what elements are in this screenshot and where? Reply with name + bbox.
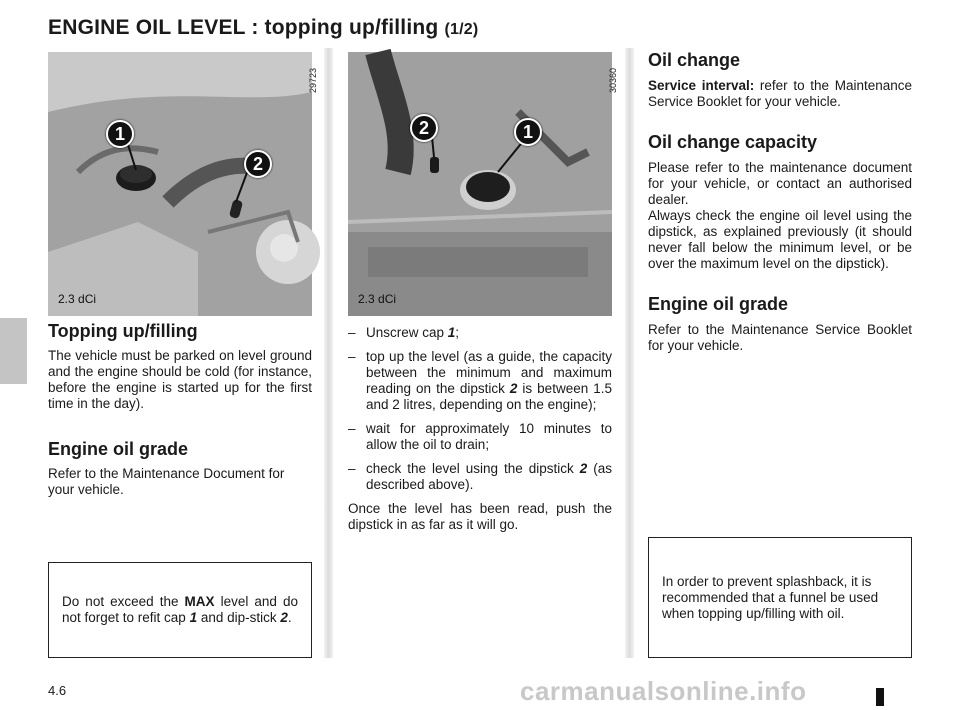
column-divider-2: [625, 48, 634, 658]
section-heading-grade-2: Engine oil grade: [648, 294, 789, 314]
engine-bay-illustration: [348, 52, 612, 316]
list-item: – top up the level (as a guide, the capacity between the minimum and maximum reading on the dipstick 2 is between 1.5 and 2 litres, depending on the engine);: [348, 349, 612, 412]
warning-box: [48, 562, 312, 658]
service-interval-paragraph: Service interval: refer to the Maintenance Service Booklet for your vehicle.: [648, 78, 912, 109]
list-item: – check the level using the dipstick 2 (as described above).: [348, 461, 612, 492]
title-part: (1/2): [444, 21, 479, 38]
callout-1: 1: [106, 120, 134, 148]
column-2: [348, 325, 612, 533]
level-check-paragraph: Always check the engine oil level using the dipstick, as explained previously (it should never fall below the minimum level, or be over the maximum level on the dipstick).: [648, 208, 912, 271]
callout-2: 2: [410, 114, 438, 142]
title-text: ENGINE OIL LEVEL : topping up/filling: [48, 16, 439, 39]
section-heading-oil-change: Oil change: [648, 50, 741, 70]
engine-label: 2.3 dCi: [58, 292, 97, 306]
page-title: [48, 16, 478, 40]
section-heading-topping: Topping up/filling: [48, 321, 198, 341]
list-item: – Unscrew cap 1;: [348, 325, 460, 340]
watermark: carmanualsonline.info: [520, 676, 807, 706]
figure-code: 30360: [608, 68, 618, 94]
engine-photo-left: [48, 52, 318, 316]
engine-photo-middle: [348, 52, 618, 316]
callout-2: 2: [244, 150, 272, 178]
engine-label: 2.3 dCi: [358, 292, 397, 306]
capacity-paragraph: Please refer to the maintenance document for your vehicle, or contact an authorised dealer.: [648, 160, 912, 207]
corner-mark: [876, 688, 884, 706]
column-3: [648, 50, 912, 354]
grade-paragraph-2: Refer to the Maintenance Service Booklet for your vehicle.: [648, 322, 912, 353]
page-number: 4.6: [48, 683, 67, 698]
topping-paragraph: The vehicle must be parked on level ground and the engine should be cold (for instance, before the engine is started up for the first time in the day).: [48, 348, 312, 411]
section-tab: [0, 318, 27, 384]
dipstick-paragraph: Once the level has been read, push the dipstick in as far as it will go.: [348, 501, 612, 532]
figure-code: 29723: [308, 68, 318, 94]
info-text: In order to prevent splashback, it is recommended that a funnel be used when topping up/filling with oil.: [662, 573, 879, 621]
section-heading-grade: Engine oil grade: [48, 439, 189, 459]
list-item: – wait for approximately 10 minutes to allow the oil to drain;: [348, 421, 612, 452]
column-1: [48, 321, 312, 498]
info-box: [648, 537, 912, 658]
engine-bay-illustration: [48, 52, 312, 316]
section-heading-capacity: Oil change capacity: [648, 132, 818, 152]
callout-1: 1: [514, 118, 542, 146]
column-divider-1: [324, 48, 333, 658]
grade-paragraph: Refer to the Maintenance Document for your vehicle.: [48, 466, 285, 497]
warning-text: Do not exceed the MAX level and do not forget to refit cap 1 and dip-stick 2.: [62, 594, 299, 625]
